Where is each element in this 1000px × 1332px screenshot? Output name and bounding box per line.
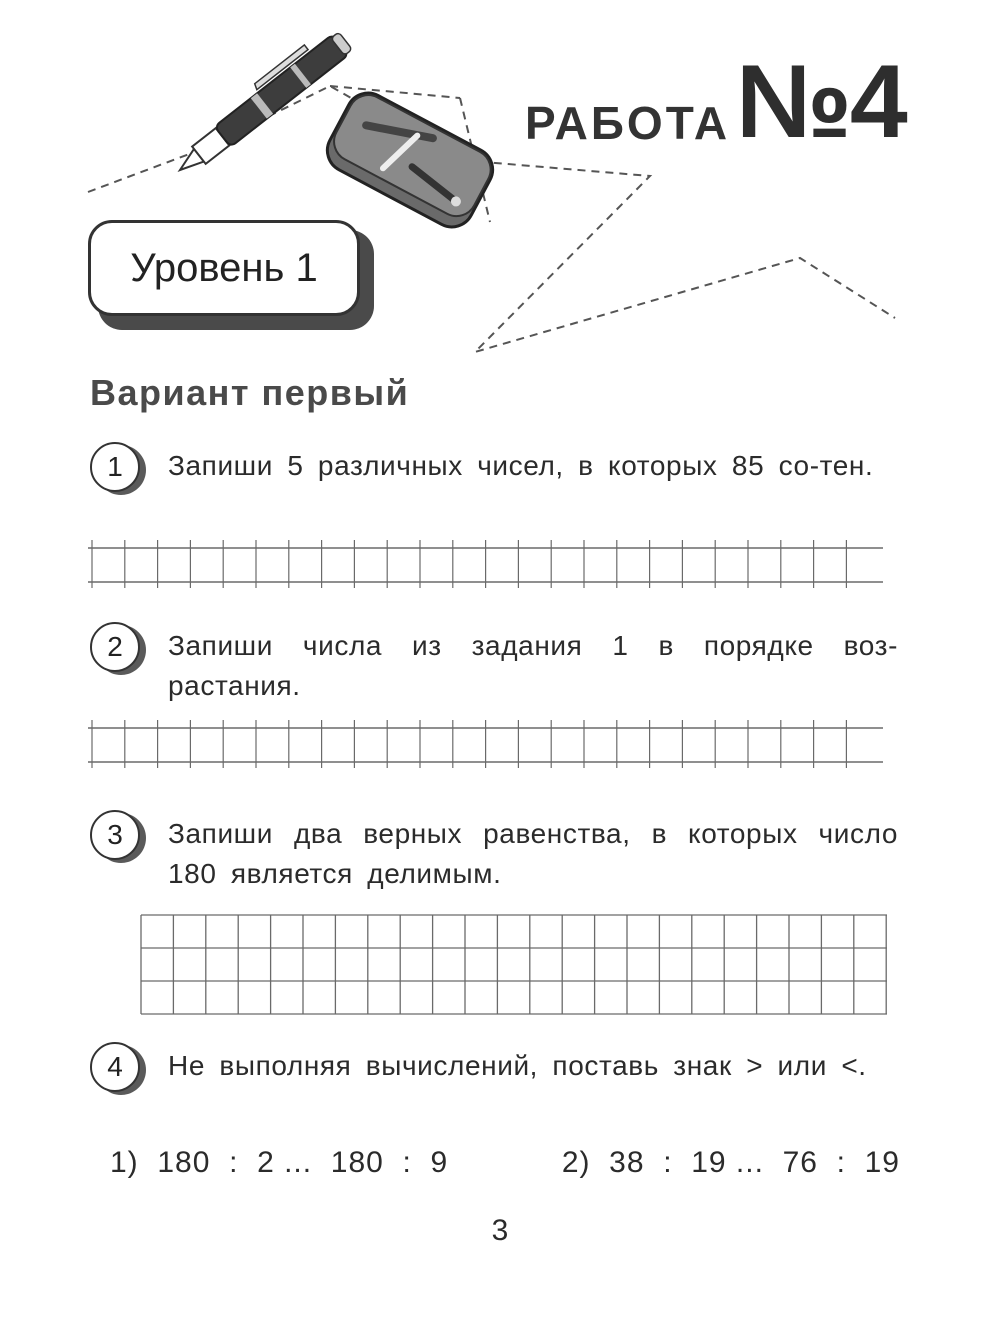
comparison-expressions [110,1146,900,1180]
level-badge: Уровень 1 [88,220,360,316]
task-number-2: 2 [90,622,140,672]
fountain-pen-icon [166,23,353,180]
task-text-1: Запиши 5 различных чисел, в которых 85 со-тен. [168,450,874,481]
task-number-1: 1 [90,442,140,492]
pencil-case-icon [320,85,501,234]
expression-1[interactable]: 1) 180 : 2 ... 180 : 9 [110,1146,449,1179]
task-text-4: Не выполняя вычислений, поставь знак > или <. [168,1050,867,1081]
expression-2[interactable]: 2) 38 : 19 ... 76 : 19 [561,1146,900,1179]
variant-heading: Вариант первый [90,372,410,413]
work-title-label: РАБОТА [525,97,731,149]
task-number-4: 4 [90,1042,140,1092]
task-number-3: 3 [90,810,140,860]
page-number: 3 [491,1214,509,1247]
answer-grid-1[interactable] [88,538,883,590]
task-text-2: Запиши числа из задания 1 в порядке воз-растания. [168,630,898,701]
answer-grid-2[interactable] [88,718,883,770]
answer-grid-3[interactable] [140,914,888,1016]
work-number: №4 [736,44,906,160]
task-text-3: Запиши два верных равенства, в которых число 180 является делимым. [168,818,898,889]
